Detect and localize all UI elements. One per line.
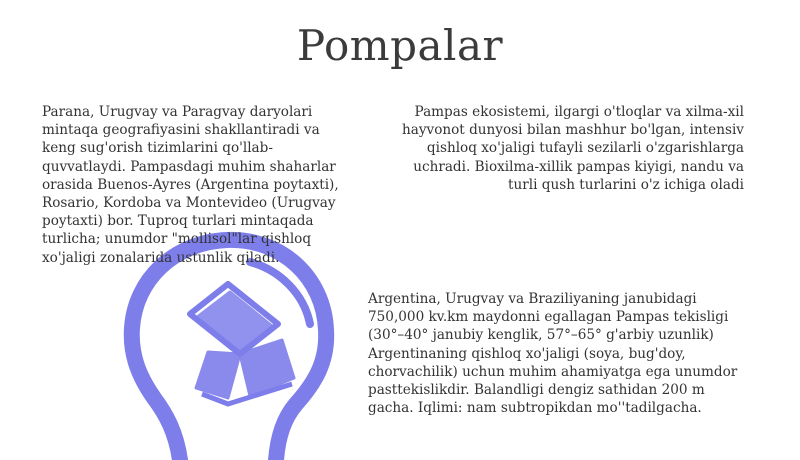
text-block-rivers-cities: Parana, Urugvay va Paragvay daryolari mintaqa geografiyasini shakllantiradi va keng sug'orish tizimlarini qo'llab-quvvatlaydi. Pampasdagi muhim shaharlar orasida Buenos-Ayres (Argentina poytaxti), Rosario, Kordoba va Montevideo (Urugvay poytaxti) bor. Tuproq turlari mintaqada turlicha; unumdor "mollisol"lar qishloq xo'jaligi zonalarida ustunlik qiladi.	[42, 104, 339, 266]
text-block-geography: Argentina, Urugvay va Braziliyaning janubidagi 750,000 kv.km maydonni egallagan Pampas tekisligi (30°–40° janubiy kenglik, 57°–65° g'arbiy uzunlik) Argentinaning qishloq xo'jaligi (soya, bug'doy, chorvachilik) uchun muhim ahamiyatga ega unumdor pasttekislikdir. Balandligi dengiz sathidan 200 m gacha. Iqlimi: nam subtropikdan mo''tadilgacha.	[368, 291, 738, 417]
slide-title: Pompalar	[296, 21, 504, 70]
text-block-ecosystem: Pampas ekosistemi, ilgargi o'tloqlar va xilma-xil hayvonot dunyosi bilan mashhur bo'lgan, intensiv qishloq xo'jaligi tufayli sezilarli o'zgarishlarga uchradi. Bioxilma-xillik pampas kiyigi, nandu va turli qush turlarini o'z ichiga oladi	[401, 104, 744, 193]
